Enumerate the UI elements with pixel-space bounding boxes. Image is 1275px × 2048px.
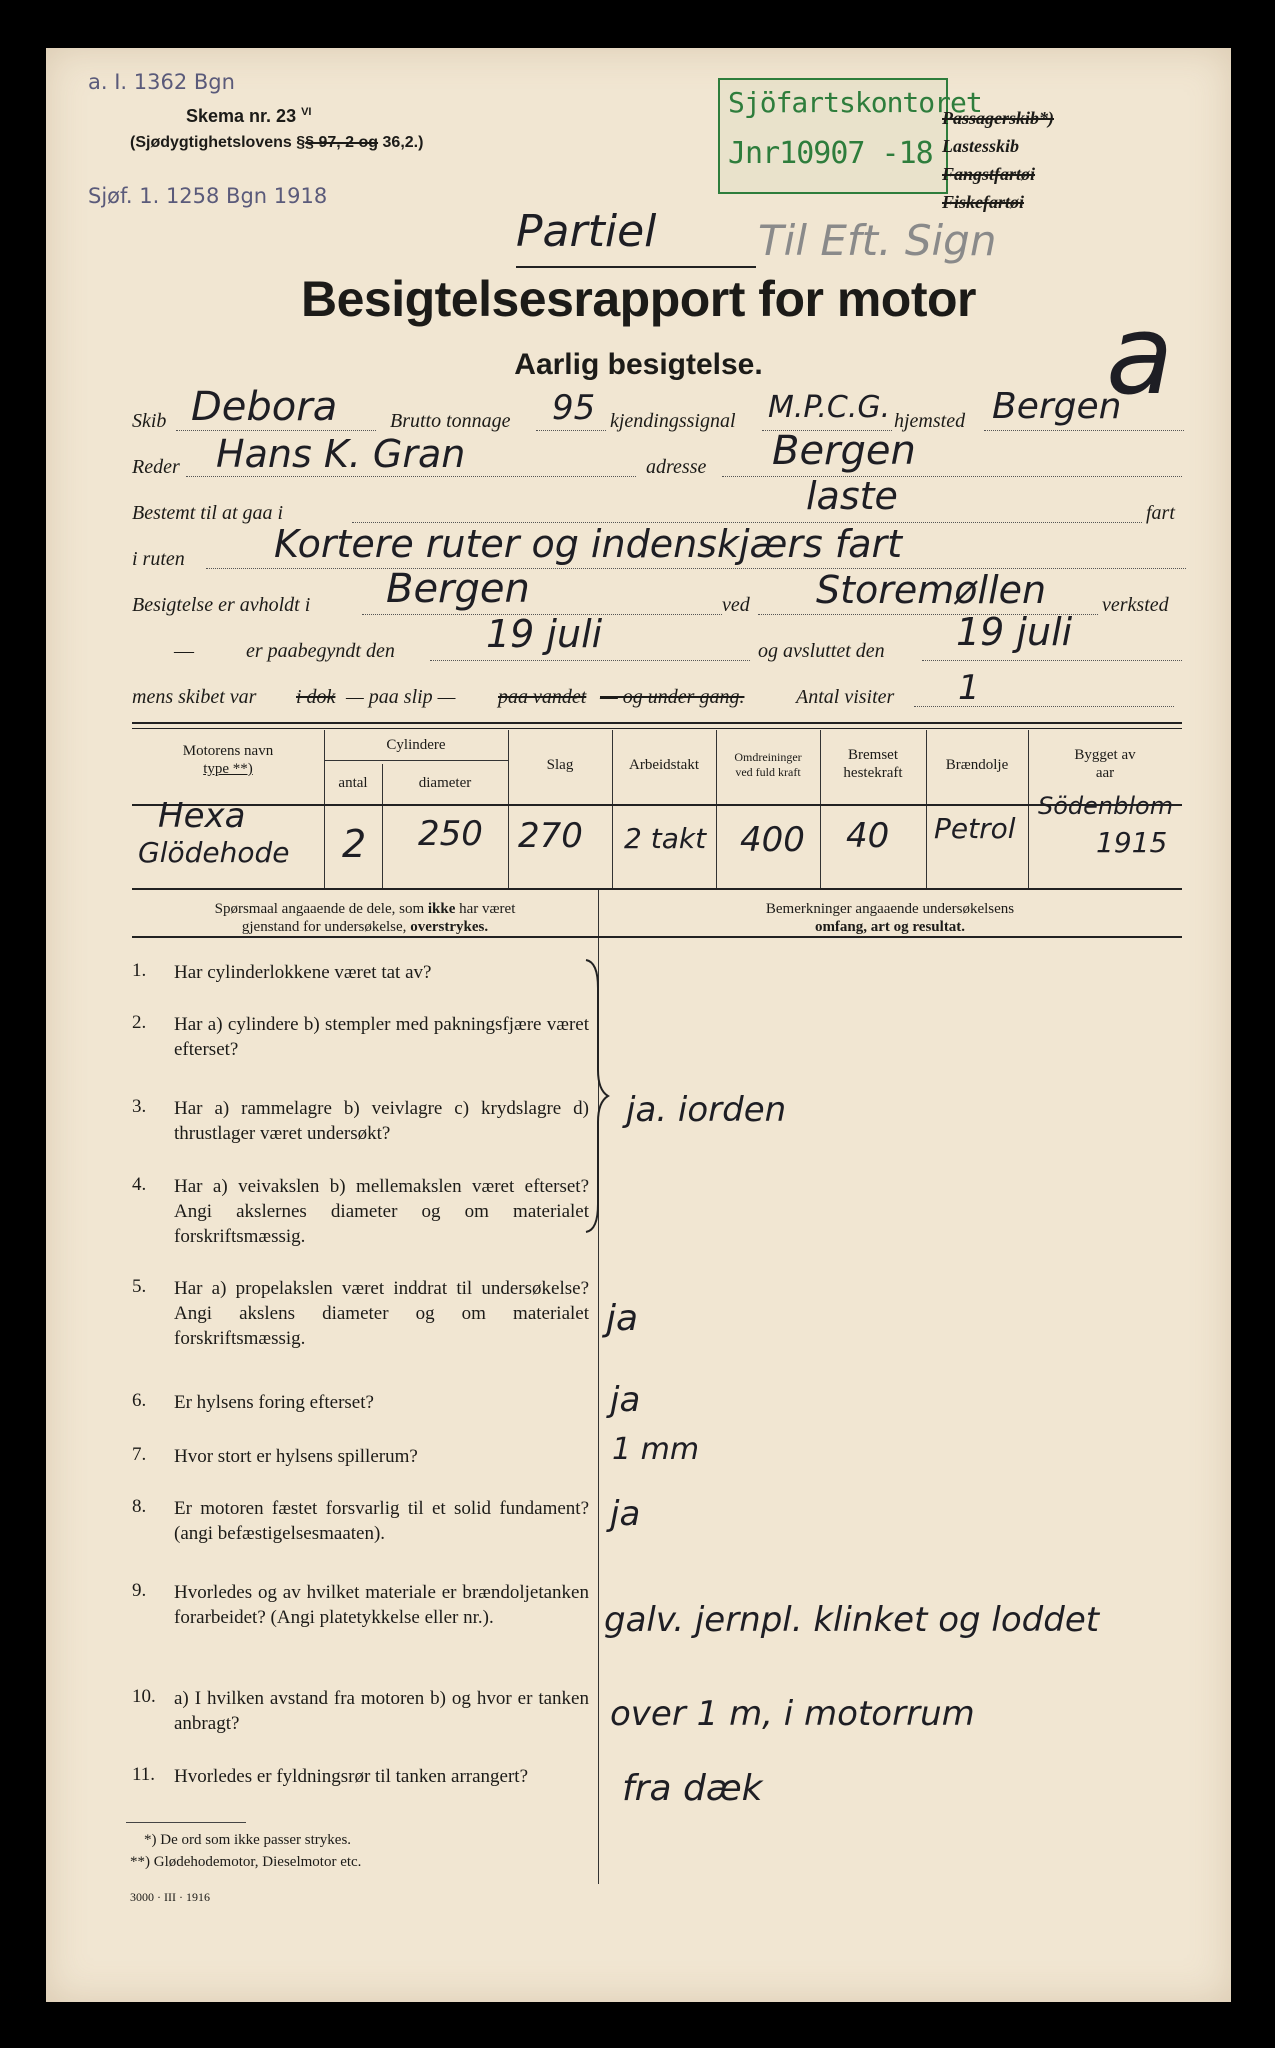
- motor-diameter: 250: [418, 814, 483, 854]
- motor-bygget-aar: 1915: [1096, 826, 1168, 859]
- ruten-label: i ruten: [132, 548, 185, 570]
- question-number: 11.: [132, 1764, 156, 1785]
- th-bygget-line2: aar: [1095, 765, 1115, 781]
- motor-slag: 270: [518, 816, 583, 856]
- ved-value: Storemøllen: [816, 568, 1047, 612]
- law-struck: § 97, 2 og: [305, 134, 379, 151]
- ved-label: ved: [722, 594, 750, 616]
- th-omdr-line1: Omdreininger: [734, 750, 802, 764]
- question-text: Har a) propelakslen været inddrat til undersøkelse? Angi akslens diameter og om materialet forskriftsmæssig.: [174, 1278, 589, 1349]
- answer-7: 1 mm: [612, 1432, 700, 1467]
- avsluttet-label: og avsluttet den: [758, 640, 885, 662]
- brutto-label: Brutto tonnage: [390, 410, 511, 432]
- question-number: 6.: [132, 1390, 147, 1411]
- remarks-header: [598, 900, 1182, 936]
- question-number: 7.: [132, 1444, 147, 1465]
- th-navn-line1: Motorens navn: [182, 743, 274, 759]
- stamp-office: Sjöfartskontoret: [728, 86, 982, 119]
- question-text: Hvorledes er fyldningsrør til tanken arrangert?: [174, 1766, 529, 1787]
- ship-type-passagerskib: Passagerskib*): [942, 108, 1054, 128]
- th-bygget: [1028, 746, 1182, 782]
- answer-1-4: ja. iorden: [626, 1090, 787, 1130]
- row-div-7: [1028, 806, 1029, 888]
- handwritten-big-a: a: [1106, 291, 1174, 419]
- reder-value: Hans K. Gran: [216, 432, 466, 476]
- answer-10: over 1 m, i motorrum: [610, 1694, 975, 1734]
- ship-type-list: [942, 104, 1054, 216]
- reder-line: [186, 476, 636, 477]
- footnote-rule: [126, 1822, 246, 1823]
- reder-label: Reder: [132, 456, 180, 478]
- document-page: [46, 48, 1231, 2002]
- brace-questions-1-4: [582, 958, 612, 1234]
- pencil-note-top: a. I. 1362 Bgn: [88, 70, 235, 94]
- hjemsted-label: hjemsted: [894, 410, 966, 432]
- signal-value: M.P.C.G.: [768, 390, 891, 425]
- stamp-journal-number: Jnr10907 -18: [728, 136, 933, 171]
- question-number: 4.: [132, 1174, 147, 1195]
- adresse-label: adresse: [646, 456, 707, 478]
- question-text: Har cylinderlokkene været tat av?: [174, 962, 432, 983]
- skib-label: Skib: [132, 410, 167, 432]
- question-text: Er motoren fæstet forsvarlig til et solid fundament? (angi befæstigelsesmaaten).: [174, 1498, 589, 1544]
- qh-part1: Spørsmaal angaaende de dele, som: [214, 901, 425, 917]
- question-text: Er hylsens foring efterset?: [174, 1392, 374, 1413]
- motor-braendolje: Petrol: [934, 812, 1016, 845]
- ship-type-lastesskib: Lastesskib: [942, 136, 1020, 156]
- motor-arbeidstakt: 2 takt: [624, 822, 707, 855]
- th-antal: antal: [338, 775, 368, 791]
- question-number: 2.: [132, 1012, 147, 1033]
- ruten-value: Kortere ruter og indenskjærs fart: [274, 522, 903, 566]
- brutto-line: [536, 430, 606, 431]
- motor-bygget-av: Södenblom: [1038, 792, 1174, 820]
- avsluttet-value: 19 juli: [956, 610, 1073, 654]
- th-slag: Slag: [546, 757, 574, 773]
- print-code: 3000 · III · 1916: [130, 1890, 210, 1904]
- question-number: 3.: [132, 1096, 147, 1117]
- question-text: Har a) veivakslen b) mellemakslen været efterset? Angi akslernes diameter og om materialet forskriftsmæssig.: [174, 1176, 589, 1247]
- paabegyndt-line: [430, 660, 750, 661]
- law-reference: [130, 134, 423, 152]
- qh-part2: har været: [459, 901, 516, 917]
- th-bremset: [820, 746, 926, 782]
- row-div-1: [324, 806, 325, 888]
- question-number: 5.: [132, 1276, 147, 1297]
- question-number: 8.: [132, 1496, 147, 1517]
- fart-label: fart: [1146, 502, 1175, 524]
- th-diameter: diameter: [418, 775, 472, 791]
- question-text: Har a) rammelagre b) veivlagre c) krydslagre d) thrustlager været undersøkt?: [174, 1098, 589, 1144]
- th-omdr-line2: ved fuld kraft: [735, 765, 801, 779]
- question-number: 10.: [132, 1686, 156, 1707]
- skema-sup: VI: [301, 106, 312, 118]
- skib-value: Debora: [191, 384, 338, 430]
- avsluttet-line: [922, 660, 1182, 661]
- handwritten-til-eftersyn: Til Eft. Sign: [758, 216, 997, 265]
- adresse-value: Bergen: [772, 428, 916, 474]
- row-div-6: [926, 806, 927, 888]
- answer-6: ja: [610, 1380, 641, 1420]
- qh-overstrykes: overstrykes.: [410, 919, 489, 935]
- ship-type-fangstfartoi: Fangstfartøi: [942, 164, 1036, 184]
- answer-11: fra dæk: [622, 1768, 763, 1809]
- question-text: Hvorledes og av hvilket materiale er brændoljetanken forarbeidet? (Angi platetykkelse eller nr.).: [174, 1582, 589, 1628]
- question-number: 1.: [132, 960, 147, 981]
- th-brem-line1: Bremset: [848, 747, 898, 763]
- adresse-line: [722, 476, 1182, 477]
- paa-vandet-struck: paa vandet: [498, 686, 587, 708]
- pencil-note-middle: Sjøf. 1. 1258 Bgn 1918: [88, 184, 328, 208]
- law-prefix: (Sjødygtighetslovens §: [130, 134, 306, 151]
- motor-name: Hexa: [158, 796, 246, 836]
- bestemt-value: laste: [806, 474, 898, 518]
- row-div-3: [612, 806, 613, 888]
- section-header-rule: [132, 936, 1182, 938]
- rh-line1: Bemerkninger angaaende undersøkelsens: [765, 901, 1015, 917]
- th-motorens-navn: [132, 742, 324, 778]
- qh-ikke: ikke: [427, 901, 456, 917]
- motor-hestekraft: 40: [846, 816, 890, 856]
- paabegyndt-dash: —: [174, 640, 194, 662]
- signal-label: kjendingssignal: [610, 410, 736, 432]
- handwritten-partiel: Partiel: [516, 206, 657, 257]
- hjemsted-value: Bergen: [992, 386, 1122, 427]
- answer-9: galv. jernpl. klinket og loddet: [604, 1600, 1100, 1640]
- paabegyndt-value: 19 juli: [486, 612, 603, 656]
- questions-header: [132, 900, 598, 936]
- row-div-cyl: [382, 806, 383, 888]
- visiter-value: 1: [958, 668, 980, 708]
- th-brem-line2: hestekraft: [843, 765, 903, 781]
- page-subtitle: Aarlig besigtelse.: [514, 348, 763, 381]
- answer-8: ja: [610, 1494, 641, 1534]
- ship-type-fiskefartoi: Fiskefartøi: [942, 192, 1025, 212]
- table-top-rule-2: [132, 728, 1182, 729]
- table-header-bottom-rule: [132, 804, 1182, 806]
- brutto-value: 95: [552, 388, 596, 428]
- motor-antal: 2: [342, 822, 367, 866]
- footnote-2: **) Glødehodemotor, Dieselmotor etc.: [130, 1854, 362, 1870]
- avholdt-label: Besigtelse er avholdt i: [132, 594, 311, 616]
- table-bottom-rule: [132, 888, 1182, 890]
- question-number: 9.: [132, 1580, 147, 1601]
- th-navn-line2: type **): [203, 761, 253, 777]
- qh-part3: gjenstand for undersøkelse,: [241, 919, 407, 935]
- row-div-4: [716, 806, 717, 888]
- visiter-label: Antal visiter: [796, 686, 895, 708]
- th-omdreininger: [716, 750, 820, 780]
- skib-line: [176, 430, 376, 431]
- question-text: Har a) cylindere b) stempler med pakningsfjære været efterset?: [174, 1014, 589, 1060]
- row-div-5: [820, 806, 821, 888]
- question-text: Hvor stort er hylsens spillerum?: [174, 1446, 418, 1467]
- row-div-2: [508, 806, 509, 888]
- cyl-sub-rule: [324, 760, 508, 761]
- paabegyndt-label: er paabegyndt den: [246, 640, 395, 662]
- th-arbeidstakt: Arbeidstakt: [629, 757, 699, 773]
- footnote-1: *) De ord som ikke passer strykes.: [144, 1832, 352, 1848]
- motor-omdr: 400: [740, 820, 805, 860]
- law-rest: 36,2.): [382, 134, 424, 151]
- paa-slip: — paa slip —: [346, 686, 456, 708]
- rh-line2: omfang, art og resultat.: [814, 919, 966, 935]
- hjemsted-line: [984, 430, 1184, 431]
- answer-5: ja: [606, 1298, 639, 1339]
- question-text: a) I hvilken avstand fra motoren b) og hvor er tanken anbragt?: [174, 1688, 589, 1734]
- table-top-rule: [132, 722, 1182, 724]
- visiter-line: [914, 706, 1174, 707]
- avholdt-value: Bergen: [386, 566, 530, 612]
- verksted-label: verksted: [1102, 594, 1169, 616]
- bestemt-label: Bestemt til at gaa i: [132, 502, 284, 524]
- page-title: Besigtelsesrapport for motor: [300, 271, 976, 327]
- motor-type: Glödehode: [138, 836, 290, 869]
- th-braendolje: Brændolje: [945, 757, 1009, 773]
- under-gang-struck: — og under gang.: [600, 686, 745, 708]
- skema-label: Skema nr. 23: [186, 106, 297, 126]
- th-bygget-line1: Bygget av: [1074, 747, 1136, 763]
- i-dok-struck: i dok: [296, 686, 336, 708]
- mens-label: mens skibet var: [132, 686, 257, 708]
- th-cylindere: Cylindere: [386, 737, 446, 753]
- skema-number: [186, 106, 312, 127]
- partiel-underline: [516, 266, 756, 268]
